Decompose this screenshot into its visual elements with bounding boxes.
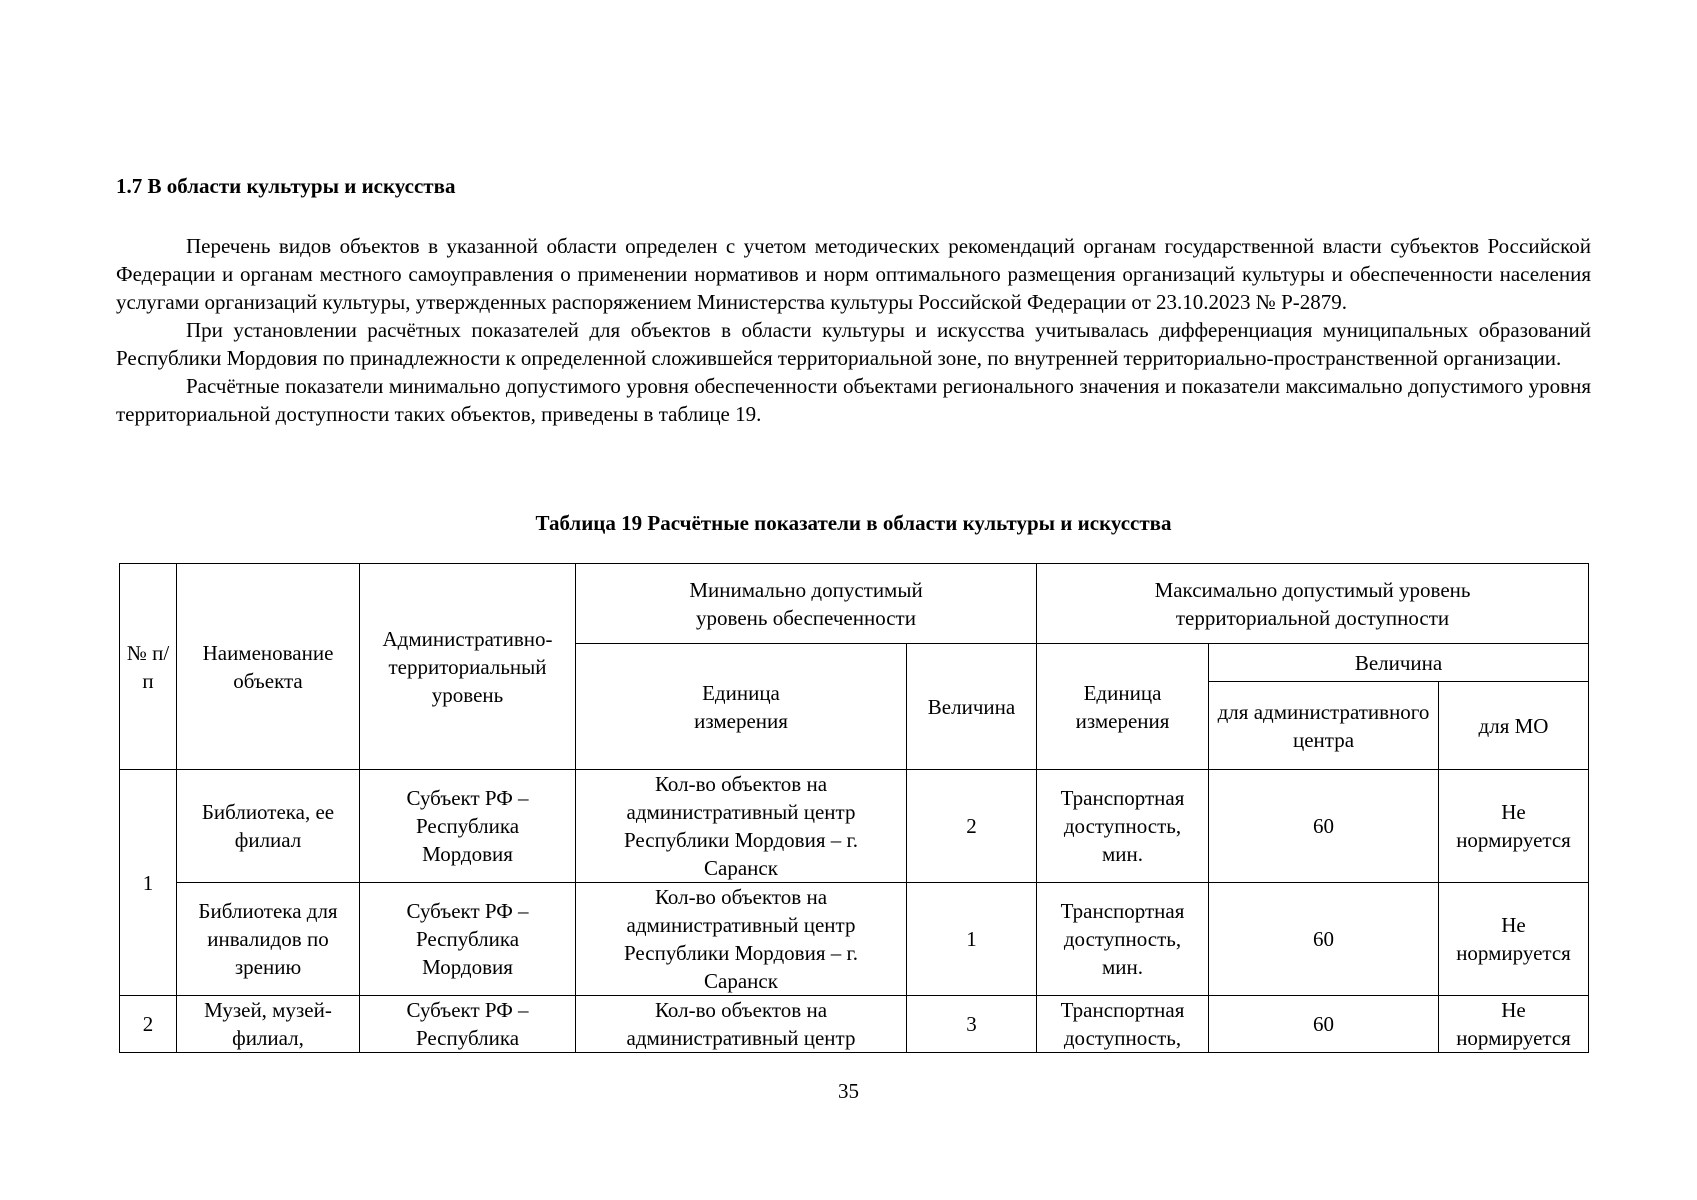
row-level: Субъект РФ – Республика Мордовия	[360, 770, 576, 883]
body-text	[116, 232, 1591, 428]
row-value: 3	[907, 996, 1037, 1053]
indicators-table	[119, 563, 1589, 1053]
header-min-unit: Единица измерения	[576, 644, 907, 770]
table-row	[120, 883, 1589, 996]
row-mo: Не нормируется	[1439, 770, 1589, 883]
row-admin-center: 60	[1209, 883, 1439, 996]
row-mo: Не нормируется	[1439, 883, 1589, 996]
header-for-mo: для МО	[1439, 682, 1589, 770]
paragraph-1: Перечень видов объектов в указанной области определен с учетом методических рекомендаций органам государственной власти субъектов Российской Федерации и органам местного самоуправления о применении нормативов и норм оптимального размещения организаций культуры и обеспеченности населения услугами организаций культуры, утвержденных распоряжением Министерства культуры Российской Федерации от 23.10.2023 № Р-2879.	[116, 234, 1591, 314]
page-number: 35	[838, 1079, 859, 1103]
paragraph-2: При установлении расчётных показателей для объектов в области культуры и искусства учитывалась дифференциация муниципальных образований Республики Мордовия по принадлежности к определенной сложившейся территориальной зоне, по внутренней территориально-пространственной организации.	[116, 318, 1591, 370]
header-max-group: Максимально допустимый уровень территориальной доступности	[1037, 564, 1589, 644]
row-value: 1	[907, 883, 1037, 996]
header-min-value: Величина	[907, 644, 1037, 770]
table-caption: Таблица 19 Расчётные показатели в области культуры и искусства	[535, 511, 1172, 535]
section-heading: 1.7 В области культуры и искусства	[116, 174, 456, 198]
table-row	[120, 996, 1589, 1053]
row-unit: Кол-во объектов на административный центр Республики Мордовия – г. Саранск	[576, 883, 907, 996]
header-num: № п/п	[120, 564, 177, 770]
row-admin-center: 60	[1209, 996, 1439, 1053]
header-min-group: Минимально допустимый уровень обеспеченности	[576, 564, 1037, 644]
row-name: Музей, музей-филиал,	[177, 996, 360, 1053]
row-unit: Кол-во объектов на административный центр Республики Мордовия – г. Саранск	[576, 770, 907, 883]
row-mo: Не нормируется	[1439, 996, 1589, 1053]
paragraph-3: Расчётные показатели минимально допустимого уровня обеспеченности объектами регионального значения и показатели максимально допустимого уровня территориальной доступности таких объектов, приведены в таблице 19.	[116, 374, 1591, 426]
header-name: Наименование объекта	[177, 564, 360, 770]
row-admin-center: 60	[1209, 770, 1439, 883]
row-access-unit: Транспортная доступность, мин.	[1037, 883, 1209, 996]
header-admin-level: Административно-территориальный уровень	[360, 564, 576, 770]
row-value: 2	[907, 770, 1037, 883]
row-num: 2	[120, 996, 177, 1053]
row-unit: Кол-во объектов на административный центр	[576, 996, 907, 1053]
row-level: Субъект РФ – Республика Мордовия	[360, 883, 576, 996]
header-max-unit: Единица измерения	[1037, 644, 1209, 770]
row-name: Библиотека для инвалидов по зрению	[177, 883, 360, 996]
row-access-unit: Транспортная доступность, мин.	[1037, 770, 1209, 883]
row-name: Библиотека, ее филиал	[177, 770, 360, 883]
row-level: Субъект РФ – Республика	[360, 996, 576, 1053]
table-row	[120, 770, 1589, 883]
header-for-admin-center: для административного центра	[1209, 682, 1439, 770]
header-max-value-group: Величина	[1209, 644, 1589, 682]
header-row-1	[120, 564, 1589, 644]
row-num: 1	[120, 770, 177, 996]
row-access-unit: Транспортная доступность,	[1037, 996, 1209, 1053]
